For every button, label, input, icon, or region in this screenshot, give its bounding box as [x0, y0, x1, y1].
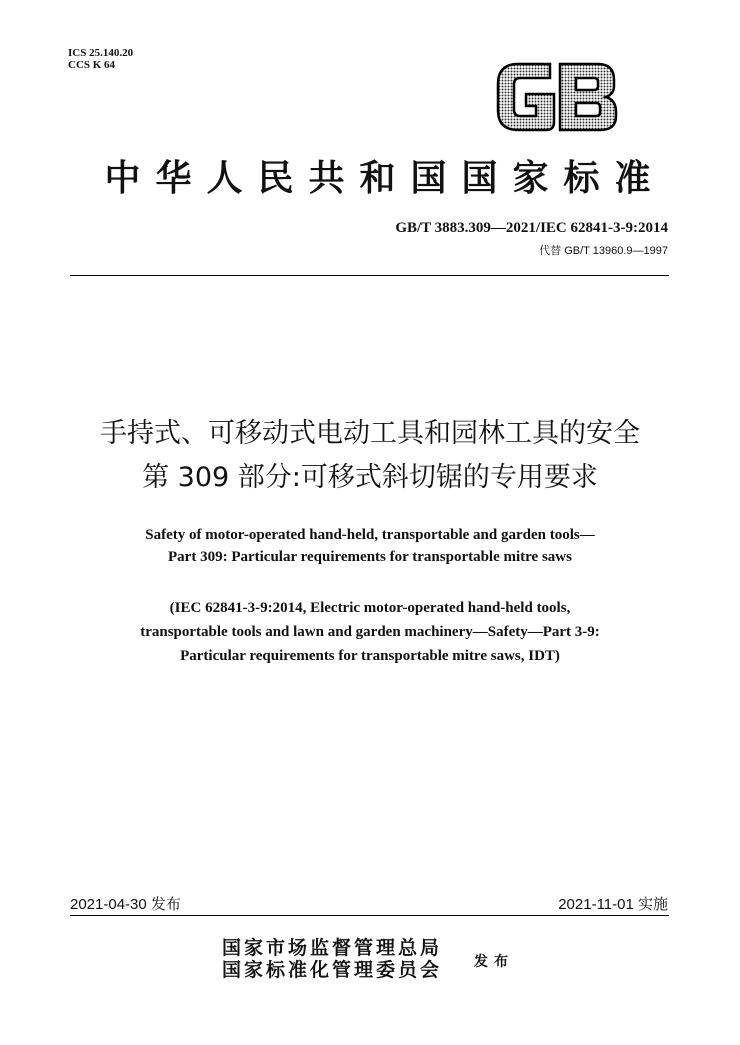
national-standard-title: 中华人民共和国国家标准 — [104, 158, 666, 199]
chinese-title-line-2: 第 309 部分:可移式斜切锯的专用要求 — [142, 462, 598, 493]
issuer-sac: 国家标准化管理委员会 — [222, 959, 443, 981]
english-title — [0, 524, 740, 568]
chinese-title — [0, 412, 740, 500]
ccs-code: CCS K 64 — [68, 59, 116, 71]
chinese-title-line-1: 手持式、可移动式电动工具和园林工具的安全 — [100, 418, 640, 449]
english-title-line-1: Safety of motor-operated hand-held, transportable and garden tools— — [145, 527, 595, 543]
standard-number: GB/T 3883.309—2021/IEC 62841-3-9:2014 — [395, 220, 668, 236]
gb-logo — [492, 58, 620, 136]
classification-codes — [68, 47, 133, 71]
iec-reference-line-2: transportable tools and lawn and garden machinery—Safety—Part 3-9: — [140, 624, 600, 640]
header-divider — [70, 275, 669, 276]
issuer-samr: 国家市场监督管理总局 — [222, 937, 443, 959]
issue-label: 发布 — [474, 954, 514, 970]
issue-date: 2021-04-30 发布 — [70, 896, 181, 913]
english-title-line-2: Part 309: Particular requirements for transportable mitre saws — [168, 549, 572, 565]
implementation-date: 2021-11-01 实施 — [558, 896, 668, 913]
iec-reference-line-1: (IEC 62841-3-9:2014, Electric motor-operated hand-held tools, — [169, 600, 571, 616]
footer-divider — [70, 915, 669, 916]
iec-reference — [0, 596, 740, 668]
ics-code: ICS 25.140.20 — [68, 47, 134, 59]
issuing-authorities — [222, 937, 442, 981]
iec-reference-line-3: Particular requirements for transportable mitre saws, IDT) — [180, 648, 560, 664]
replaces-standard: 代替 GB/T 13960.9—1997 — [539, 245, 668, 257]
